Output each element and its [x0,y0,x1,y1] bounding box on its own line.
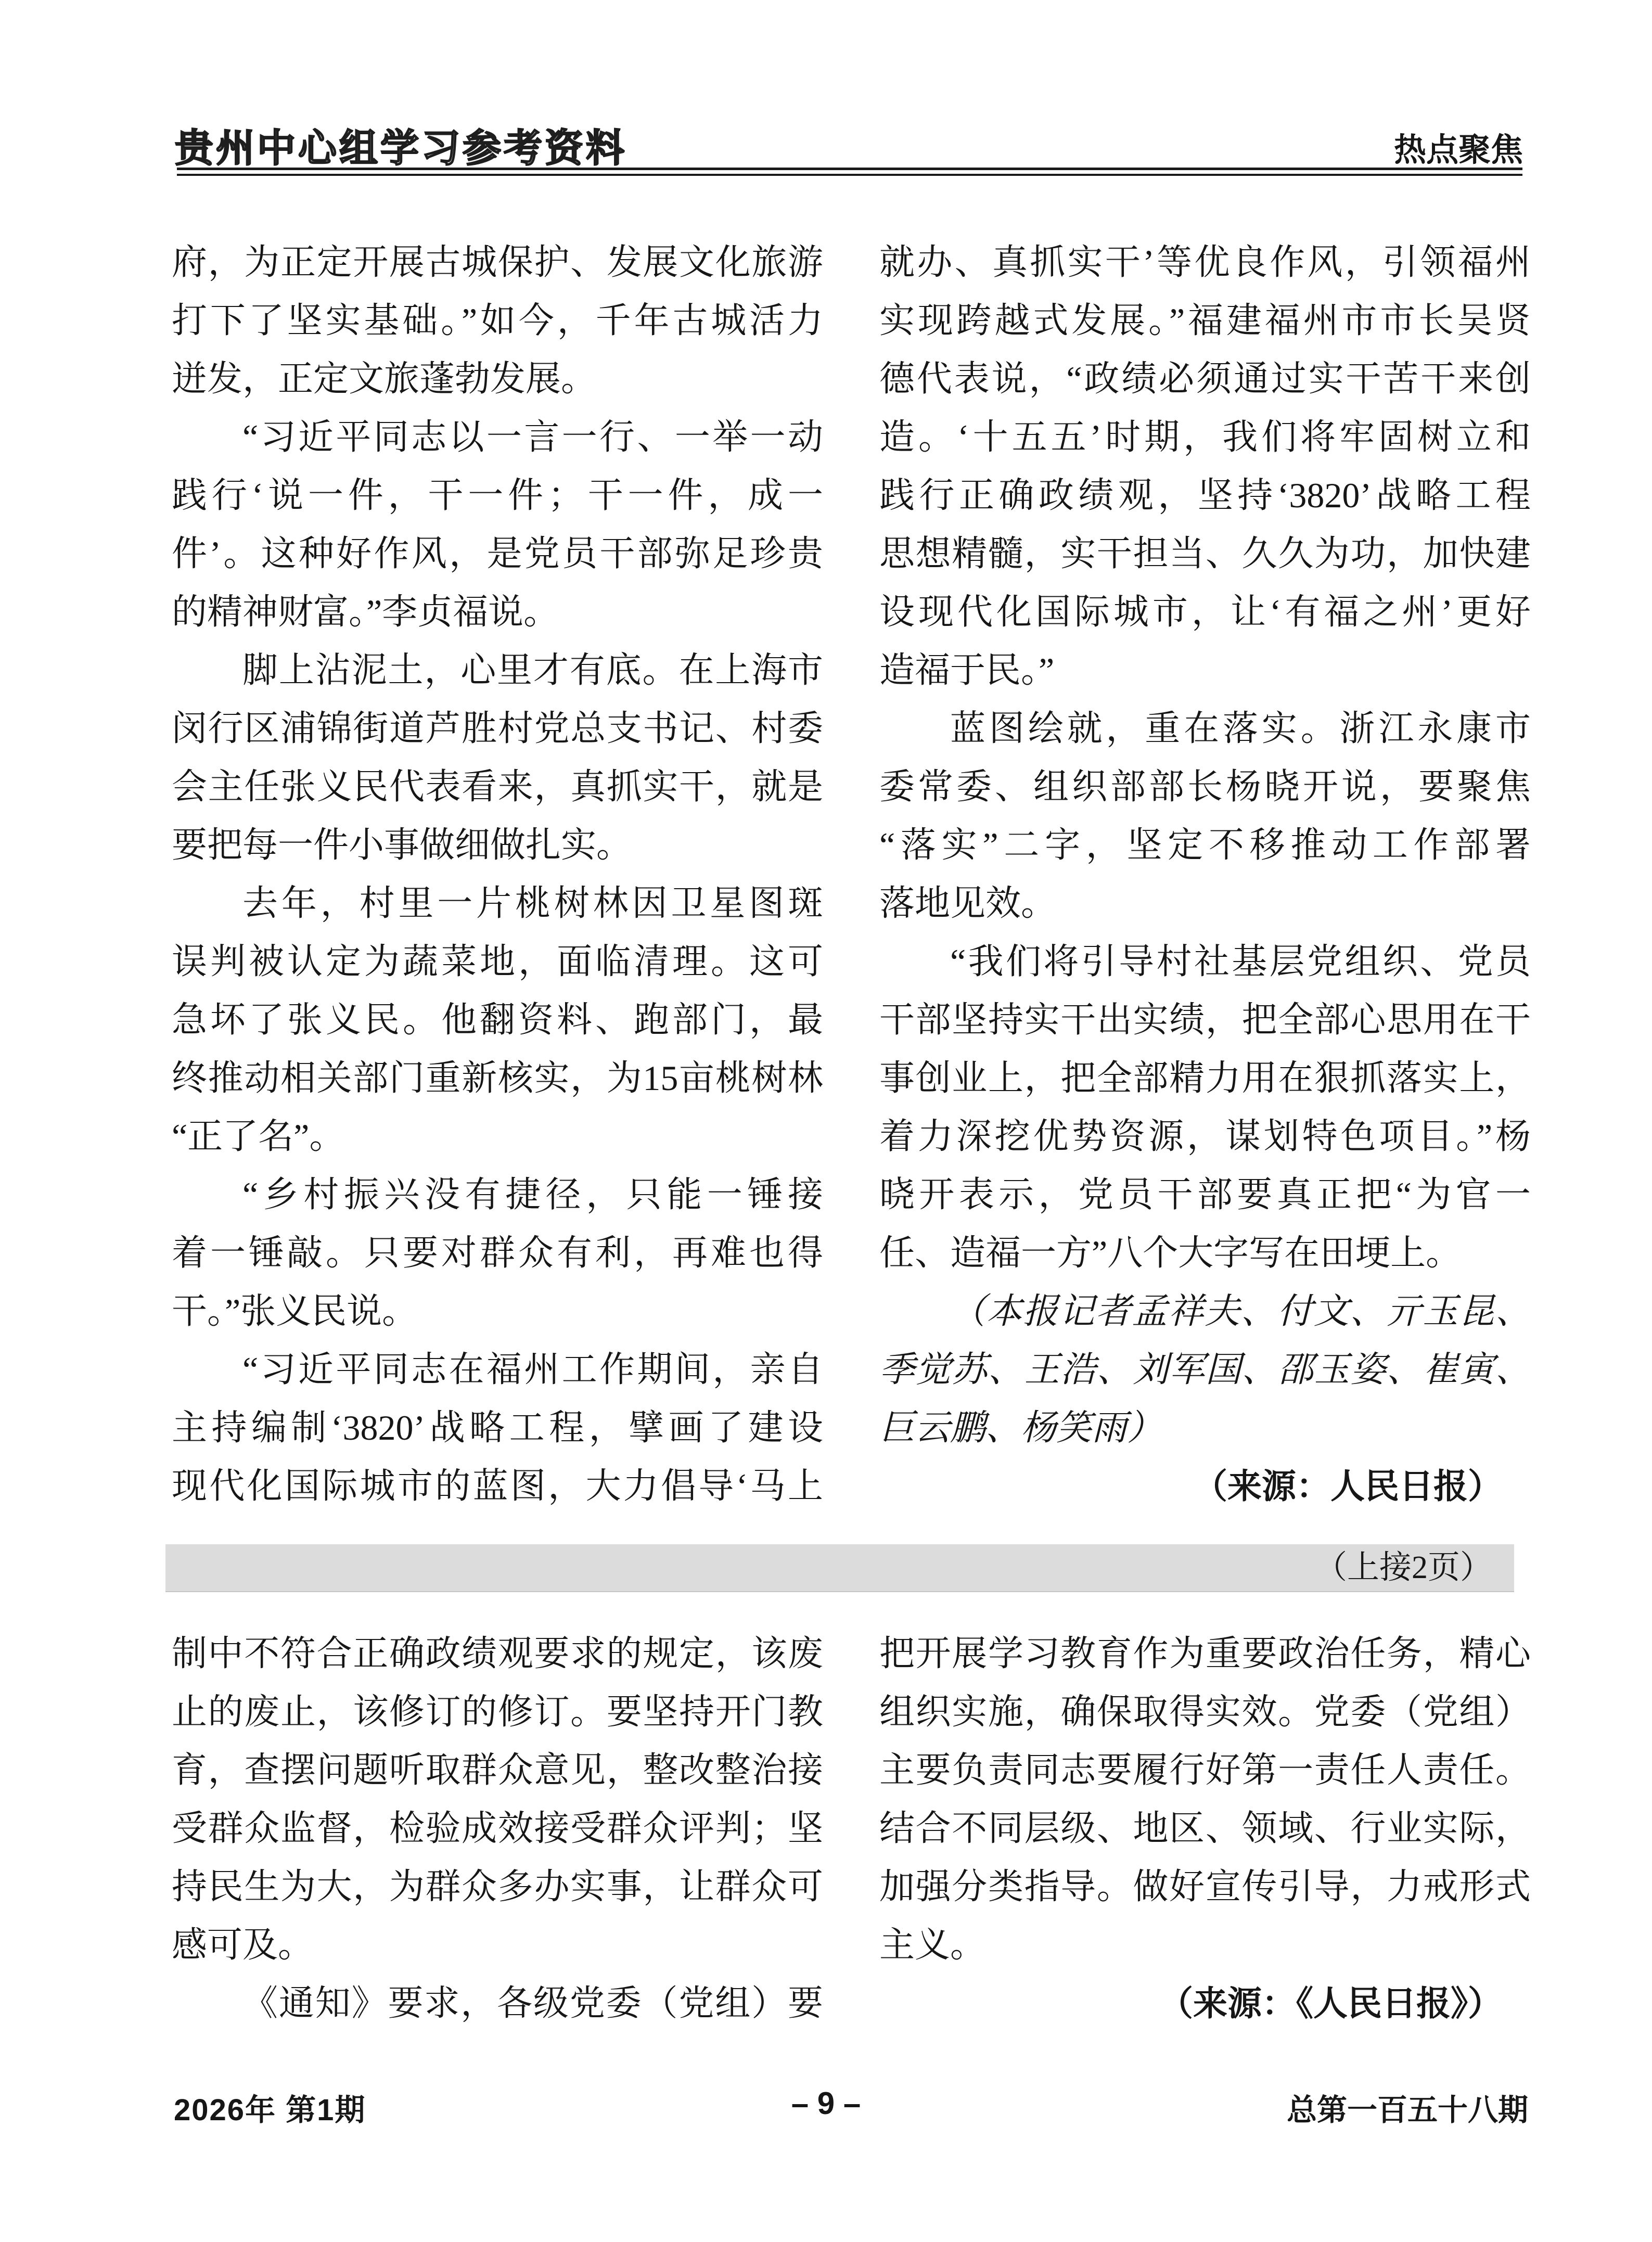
article-bottom-left-column [172,1624,823,2032]
text-line: “我们将引导村社基层党组织、党员 [950,942,1531,981]
text-line: 践行正确政绩观，坚持‘3820’战略工程 [879,476,1531,515]
continuation-label: （上接2页） [1314,1550,1492,1585]
text-line: 造。‘十五五’时期，我们将牢固树立和 [879,417,1531,457]
text-line: （来源：人民日报） [1193,1467,1502,1505]
text-line: 止的废止，该修订的修订。要坚持开门教 [172,1692,823,1732]
text-line: 误判被认定为蔬菜地，面临清理。这可 [172,942,823,981]
text-line: 主要负责同志要履行好第一责任人责任。 [879,1750,1531,1790]
text-line: 德代表说，“政绩必须通过实干苦干来创 [879,359,1531,399]
text-line: 晓开表示，党员干部要真正把“为官一 [879,1175,1531,1214]
text-line: “习近平同志在福州工作期间，亲自 [242,1350,823,1389]
text-line: （本报记者孟祥夫、付文、亓玉昆、 [950,1291,1531,1331]
text-line: 受群众监督，检验成效接受群众评判；坚 [172,1809,823,1848]
text-line: 打下了坚实基础。”如今，千年古城活力 [172,301,823,340]
text-line: 迸发，正定文旅蓬勃发展。 [172,359,597,399]
text-line: 着力深挖优势资源，谋划特色项目。”杨 [879,1117,1531,1156]
text-line: 就办、真抓实干’等优良作风，引领福州 [879,242,1531,282]
text-line: 践行‘说一件，干一件；干一件，成一 [172,476,823,515]
text-line: 巨云鹏、杨笑雨） [879,1408,1163,1447]
text-line: 结合不同层级、地区、领域、行业实际， [879,1809,1531,1848]
text-line: 干。”张义民说。 [172,1291,418,1331]
footer-cumulative-issue-label: 总第一百五十八期 [1286,2093,1528,2127]
text-line: “习近平同志以一言一行、一举一动 [242,417,823,457]
text-line: 把开展学习教育作为重要政治任务，精心 [879,1634,1531,1673]
text-line: 急坏了张义民。他翻资料、跑部门，最 [172,1000,823,1040]
text-line: 组织实施，确保取得实效。党委（党组） [879,1692,1531,1732]
text-line: （来源：《人民日报》） [1159,1984,1502,2022]
text-line: 主义。 [879,1925,986,1965]
text-line: 脚上沾泥土，心里才有底。在上海市 [242,650,823,690]
page-header-section-label: 热点聚焦 [1393,132,1523,168]
text-line: 着一锤敲。只要对群众有利，再难也得 [172,1233,823,1273]
text-line: “乡村振兴没有捷径，只能一锤接 [242,1175,823,1214]
text-line: 会主任张义民代表看来，真抓实干，就是 [172,767,823,806]
text-line: “落实”二字，坚定不移推动工作部署 [879,825,1531,865]
text-line: 任、造福一方”八个大字写在田埂上。 [879,1233,1462,1273]
article-top-right-column [879,233,1531,1515]
text-line: 蓝图绘就，重在落实。浙江永康市 [950,709,1531,748]
article-top-left-column [172,233,823,1515]
text-line: 现代化国际城市的蓝图，大力倡导‘马上 [172,1466,823,1506]
text-line: 实现跨越式发展。”福建福州市市长吴贤 [879,301,1531,340]
text-line: 干部坚持实干出实绩，把全部心思用在干 [879,1000,1531,1040]
text-line: 造福于民。” [879,650,1055,690]
text-line: 《通知》要求，各级党委（党组）要 [242,1983,823,2023]
text-line: 去年，村里一片桃树林因卫星图斑 [242,883,823,923]
text-line: 思想精髓，实干担当、久久为功，加快建 [879,534,1531,573]
text-line: “正了名”。 [172,1117,345,1156]
continuation-bar [165,1544,1514,1592]
text-line: 件’。这种好作风，是党员干部弥足珍贵 [172,534,823,573]
text-line: 持民生为大，为群众多办实事，让群众可 [172,1867,823,1906]
text-line: 闵行区浦锦街道芦胜村党总支书记、村委 [172,709,823,748]
text-line: 育，查摆问题听取群众意见，整改整治接 [172,1750,823,1790]
text-line: 制中不符合正确政绩观要求的规定，该废 [172,1634,823,1673]
text-line: 感可及。 [172,1925,314,1965]
header-divider-rule [177,168,1522,176]
article-bottom-right-column [879,1624,1531,2032]
text-line: 季觉苏、王浩、刘军国、邵玉姿、崔寅、 [879,1350,1531,1389]
text-line: 要把每一件小事做细做扎实。 [172,825,632,865]
text-line: 府，为正定开展古城保护、发展文化旅游 [172,242,823,282]
text-line: 加强分类指导。做好宣传引导，力戒形式 [879,1867,1531,1906]
footer-page-number: – 9 – [791,2086,861,2121]
text-line: 设现代化国际城市，让‘有福之州’更好 [879,592,1531,632]
text-line: 的精神财富。”李贞福说。 [172,592,559,632]
text-line: 委常委、组织部部长杨晓开说，要聚焦 [879,767,1531,806]
text-line: 落地见效。 [879,883,1057,923]
footer-issue-label: 2026年 第1期 [174,2093,366,2127]
text-line: 主持编制‘3820’战略工程，擘画了建设 [172,1408,823,1447]
text-line: 终推动相关部门重新核实，为15亩桃树林 [172,1058,823,1098]
page-header-brand: 贵州中心组学习参考资料 [175,126,627,170]
text-line: 事创业上，把全部精力用在狠抓落实上， [879,1058,1531,1098]
